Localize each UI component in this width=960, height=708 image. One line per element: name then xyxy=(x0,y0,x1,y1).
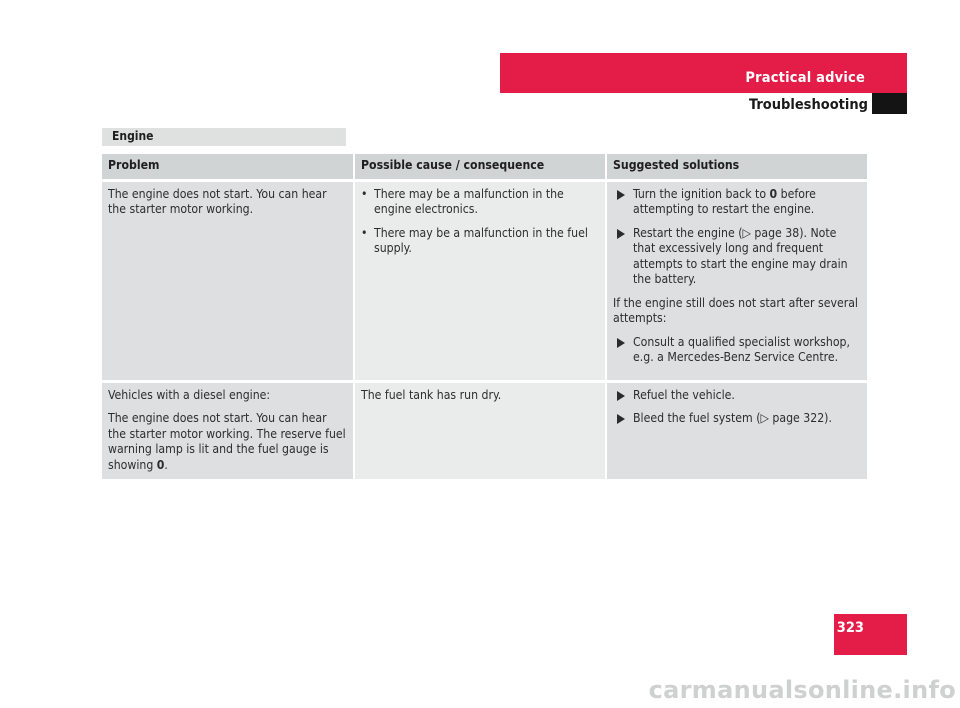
note-text: If the engine still does not start after several attempts: xyxy=(613,295,858,325)
chapter-title: Practical advice xyxy=(745,70,865,86)
list-item: Restart the engine (▷ page 38). Note that excessively long and frequent attempts to start the engine may drain the battery. xyxy=(613,226,861,288)
cause-cell xyxy=(354,180,606,381)
solution-cell xyxy=(606,180,867,381)
header-cause: Possible cause / consequence xyxy=(354,154,606,180)
watermark: carmanualsonline.info xyxy=(648,676,956,704)
problem-cell xyxy=(102,180,354,381)
section-tab-marker xyxy=(872,93,907,114)
action-list xyxy=(613,335,861,366)
action-list xyxy=(613,187,861,288)
list-item: • There may be a malfunction in the engine electronics. xyxy=(361,186,564,216)
action-list xyxy=(613,388,861,427)
bullet-icon: • xyxy=(361,225,368,240)
list-item: Consult a qualified specialist workshop, e.g. a Mercedes-Benz Service Centre. xyxy=(613,335,861,366)
solution-cell xyxy=(606,381,867,479)
troubleshooting-table xyxy=(102,154,867,479)
engine-label-text: Engine xyxy=(112,129,154,143)
cause-text: The fuel tank has run dry. xyxy=(361,387,502,402)
action-arrow-icon xyxy=(617,190,625,200)
action-arrow-icon xyxy=(617,338,625,348)
list-item: Refuel the vehicle. xyxy=(613,388,861,404)
table-header-row xyxy=(102,154,867,180)
problem-text: The engine does not start. You can hear the starter motor working. The reserve fuel warning lamp is lit and the fuel gauge is showing 0. xyxy=(108,411,346,472)
table-row xyxy=(102,180,867,381)
list-item: Bleed the fuel system (▷ page 322). xyxy=(613,411,861,427)
table-row xyxy=(102,381,867,479)
list-item: • There may be a malfunction in the fuel supply. xyxy=(361,225,588,255)
header-problem: Problem xyxy=(102,154,354,180)
action-arrow-icon xyxy=(617,229,625,239)
problem-text: The engine does not start. You can hear the starter motor working. xyxy=(108,186,327,216)
cause-list xyxy=(361,187,599,257)
cause-cell xyxy=(354,381,606,479)
page-number-box xyxy=(834,614,907,655)
problem-text: Vehicles with a diesel engine: xyxy=(108,387,271,402)
problem-cell xyxy=(102,381,354,479)
chapter-banner xyxy=(500,53,907,93)
list-item: Turn the ignition back to 0 before attempting to restart the engine. xyxy=(613,187,861,218)
page-number: 323 xyxy=(836,620,864,636)
engine-section-label xyxy=(102,128,346,146)
header-solutions: Suggested solutions xyxy=(606,154,867,180)
action-arrow-icon xyxy=(617,414,625,424)
section-title: Troubleshooting xyxy=(749,97,868,113)
bullet-icon: • xyxy=(361,186,368,201)
action-arrow-icon xyxy=(617,391,625,401)
